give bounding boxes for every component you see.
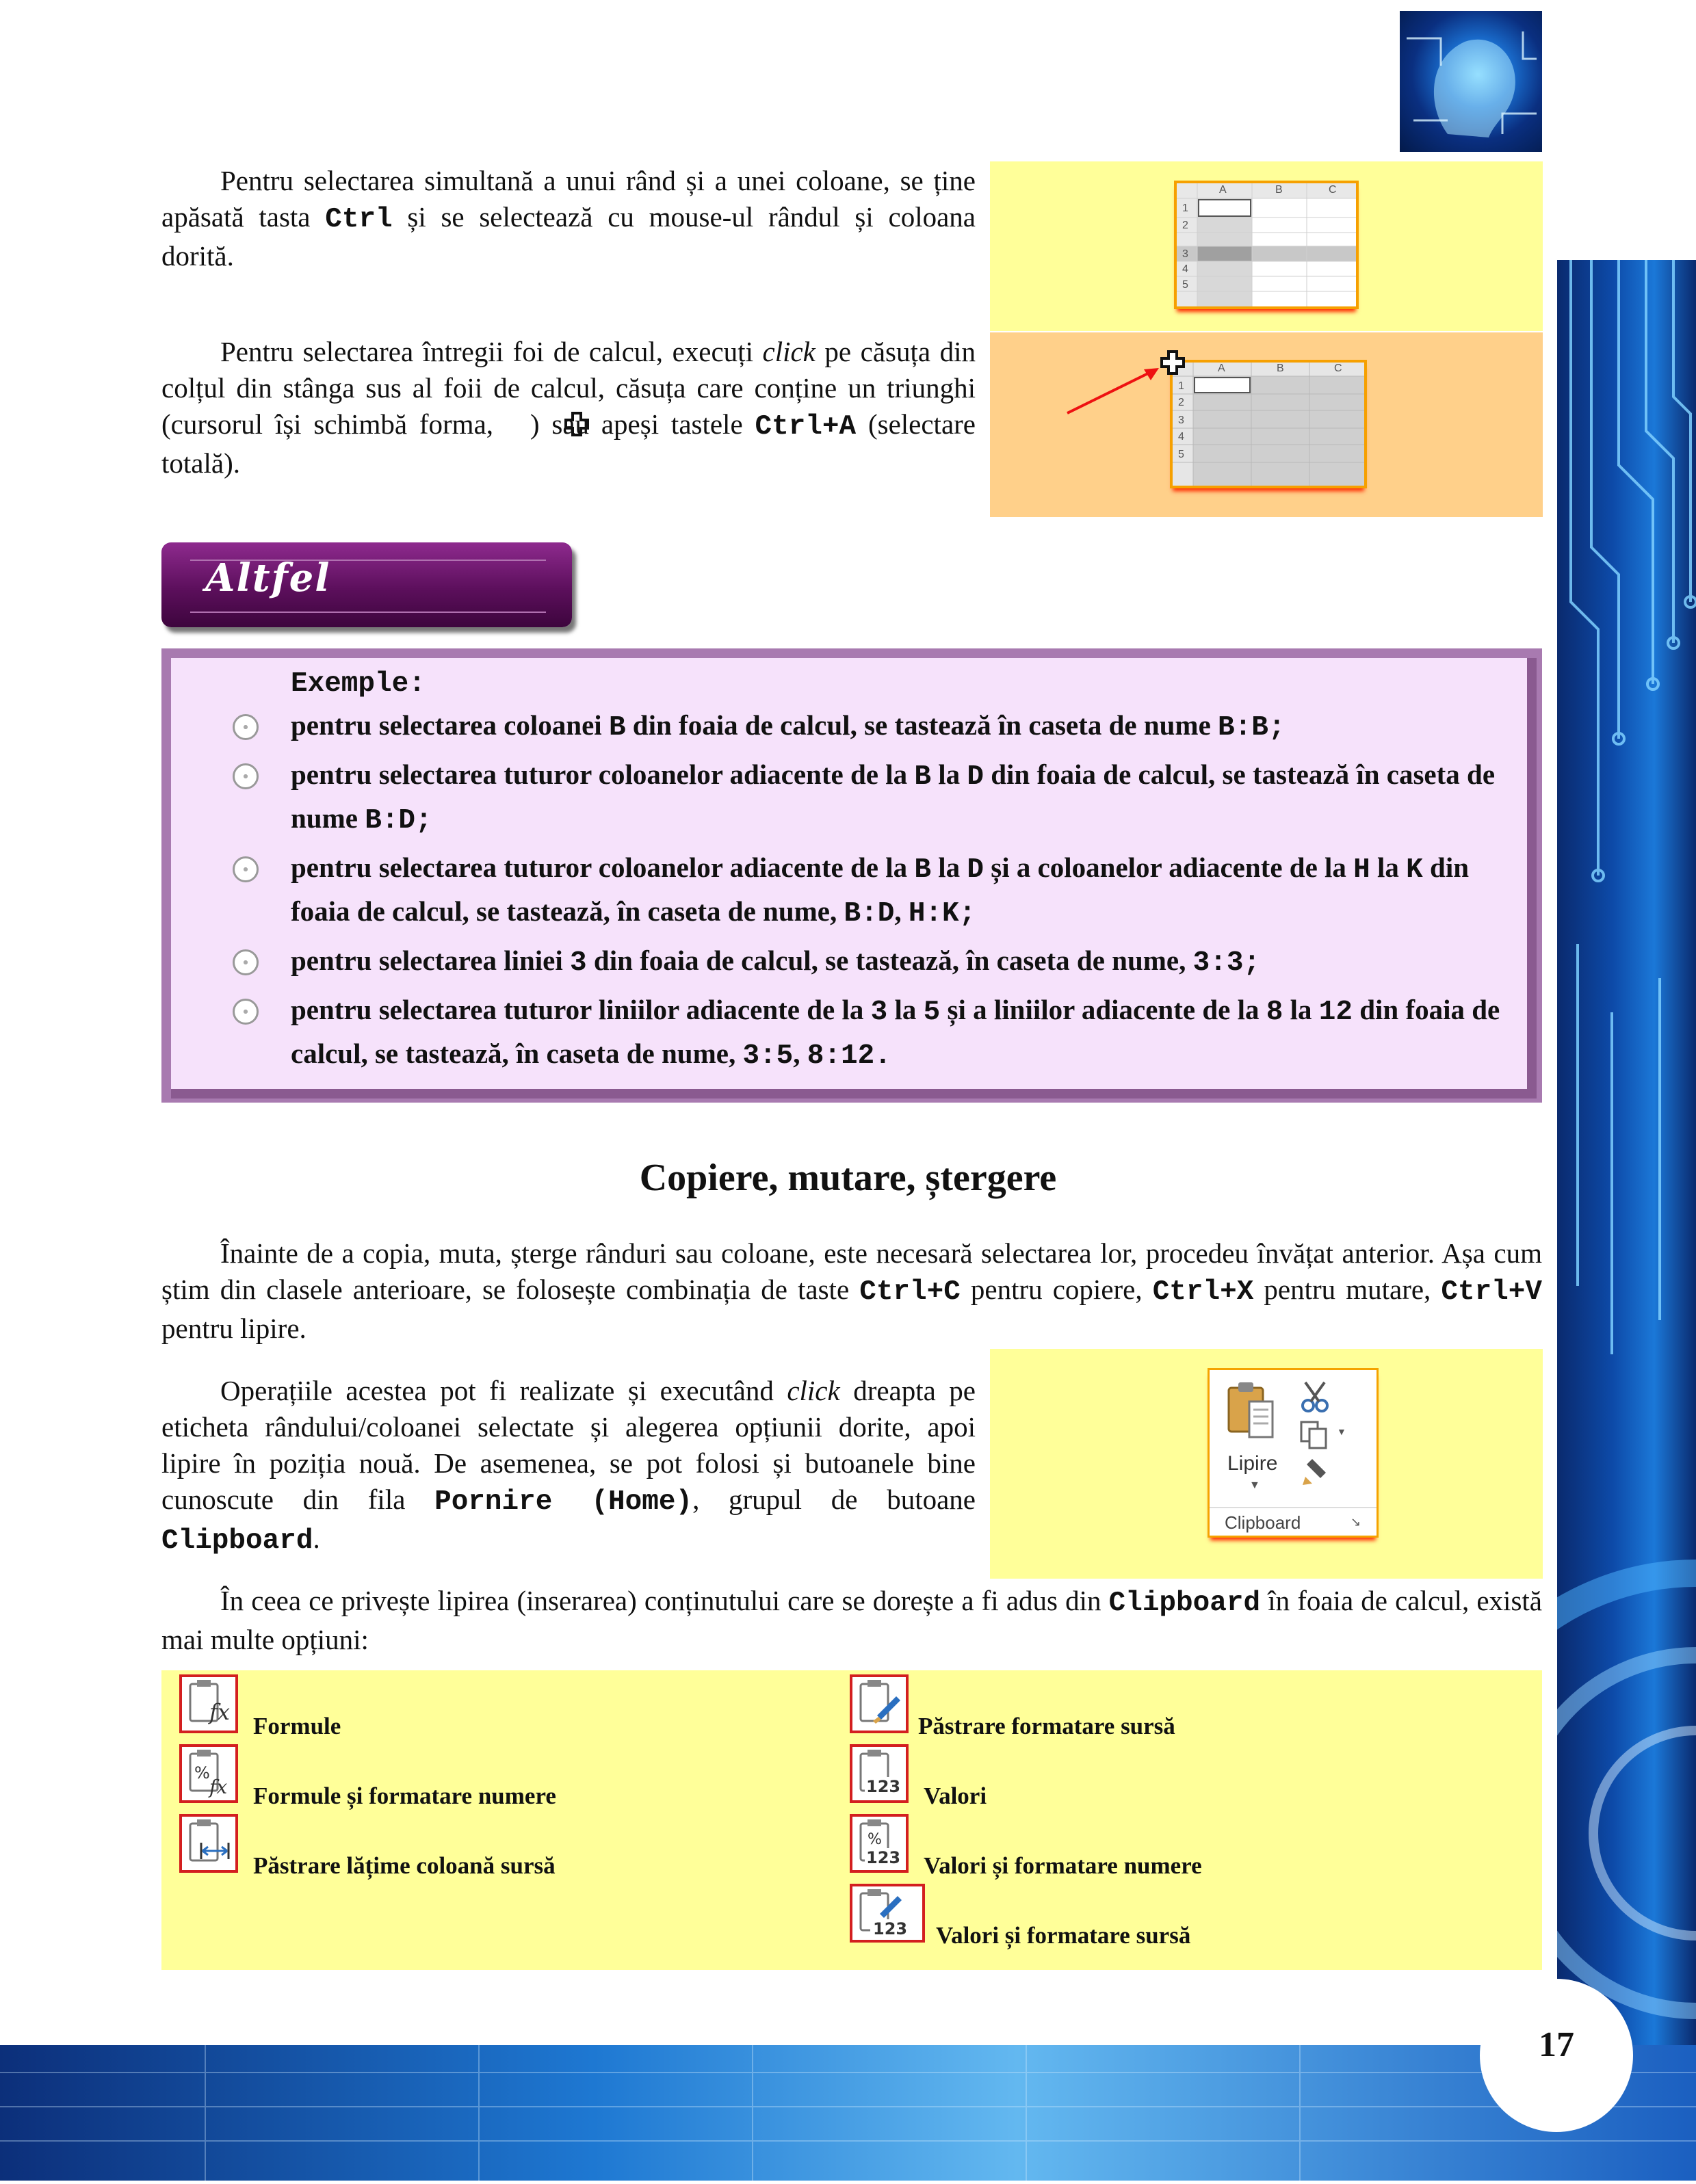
list-item (226, 754, 1519, 841)
code: H (1353, 854, 1370, 886)
paste-label: Lipire (1227, 1452, 1278, 1475)
text: pentru selectarea tuturor coloanelor adiacente de la (291, 759, 915, 790)
paragraph-row-column-selection (161, 163, 976, 274)
text: , (793, 1038, 807, 1069)
paragraph-select-all (161, 334, 976, 482)
paste-option-label: Valori și formatare numere (924, 1852, 1202, 1879)
key-ctrl-a: Ctrl+A (755, 411, 857, 443)
row-header-4: 4 (1178, 431, 1184, 443)
code: 5 (923, 997, 941, 1028)
paragraph-copy-move (161, 1235, 1542, 1347)
code: 3 (870, 997, 888, 1028)
paragraph-clipboard-buttons (161, 1373, 976, 1560)
logo-image (1400, 11, 1542, 152)
group-name-clipboard: Clipboard (161, 1525, 313, 1557)
code: B (914, 761, 931, 793)
bullet-icon (233, 714, 259, 740)
chevron-down-icon[interactable]: ▼ (1337, 1426, 1346, 1437)
row-header-1: 1 (1178, 380, 1184, 392)
excel-thumbnail-1 (1174, 181, 1359, 309)
code: 12 (1318, 997, 1353, 1028)
dialog-launcher-icon[interactable]: ↘ (1351, 1515, 1361, 1529)
text: pentru selectarea coloanei (291, 709, 609, 741)
section-heading: Copiere, mutare, ștergere (639, 1157, 1057, 1199)
svg-text:fx: fx (209, 1699, 230, 1725)
paragraph-paste-options (161, 1583, 1542, 1658)
list-item (226, 705, 1519, 748)
text: pentru selectarea tuturor liniilor adiacente de la (291, 994, 871, 1025)
code: 3 (570, 947, 587, 979)
text: la (930, 759, 967, 790)
row-header-5: 5 (1182, 279, 1188, 291)
svg-text:fx: fx (209, 1776, 228, 1798)
svg-text:123: 123 (866, 1777, 901, 1796)
text: Pentru selectarea simultană a unui rând și a unei coloane, se ține apăsată tasta (161, 165, 976, 233)
key-ctrl-c: Ctrl+C (859, 1276, 961, 1308)
altfel-label: Altfel (205, 555, 331, 601)
copy-icon[interactable] (1299, 1419, 1333, 1451)
code: B:D; (365, 805, 432, 837)
divider (1210, 1507, 1377, 1508)
tab-name-home: Pornire (Home) (434, 1486, 693, 1518)
text: pentru selectarea liniei (291, 945, 571, 976)
paste-values-icon[interactable] (850, 1744, 909, 1803)
text: pentru copiere, (960, 1274, 1153, 1305)
code: 8:12. (807, 1040, 891, 1072)
paste-keep-source-formatting-icon[interactable] (850, 1674, 909, 1733)
text: la (1283, 994, 1319, 1025)
paste-option-label: Păstrare formatare sursă (918, 1713, 1175, 1739)
column-header-a: A (1218, 363, 1225, 374)
paste-keep-column-width-icon[interactable] (179, 1814, 238, 1873)
column-header-c: C (1334, 363, 1342, 374)
decorative-bottom-bar (0, 2045, 1696, 2181)
text: (selectare totală). (161, 408, 976, 479)
text: În ceea ce privește lipirea (inserarea) conținutului care se dorește a fi adus din (220, 1585, 1109, 1616)
text: ) sau apeși tastele (530, 408, 755, 440)
emphasis-click: click (762, 336, 816, 367)
format-painter-icon[interactable] (1299, 1456, 1333, 1486)
scissors-icon[interactable] (1299, 1380, 1333, 1414)
examples-list (226, 661, 1519, 1077)
code: B:B; (1218, 712, 1286, 744)
text: din foaia de calcul, se tastează, în caseta de nume, (291, 994, 1500, 1069)
paste-icon[interactable] (1222, 1378, 1283, 1440)
code: B:D (844, 898, 895, 930)
column-header-a: A (1219, 184, 1227, 196)
text: în foaia de calcul, există mai multe opțiuni: (161, 1585, 1542, 1655)
code: B (608, 712, 626, 744)
text: și se selectează cu mouse-ul rândul și coloana dorită. (161, 201, 976, 272)
key-ctrl-v: Ctrl+V (1441, 1276, 1542, 1308)
paste-option-label: Păstrare lățime coloană sursă (253, 1852, 556, 1879)
text: , grupul de butoane (692, 1484, 976, 1515)
column-header-c: C (1329, 184, 1337, 196)
text: dreapta pe eticheta rândului/coloanei selectate și alegerea opțiunii dorite, apoi lipire în poziția nouă. De asemenea, se pot folosi și butoanele bine cunoscute din fila (161, 1375, 976, 1515)
text: , (894, 895, 909, 927)
text: Pentru selectarea întregii foi de calcul, execuți (220, 336, 763, 367)
paste-option-label: Valori și formatare sursă (936, 1922, 1191, 1949)
text: pentru selectarea tuturor coloanelor adiacente de la (291, 852, 915, 883)
paste-values-number-formatting-icon[interactable] (850, 1814, 909, 1873)
row-header-3: 3 (1182, 248, 1188, 260)
svg-text:123: 123 (873, 1919, 908, 1938)
bullet-icon (233, 949, 259, 975)
chevron-down-icon[interactable]: ▼ (1249, 1479, 1260, 1491)
column-header-b: B (1275, 184, 1283, 196)
clipboard-group-label: Clipboard (1225, 1512, 1301, 1533)
bullet-icon (233, 999, 259, 1025)
page-number: 17 (1539, 2025, 1574, 2064)
svg-text:123: 123 (866, 1848, 901, 1867)
paste-option-label: Formule (253, 1713, 341, 1739)
text: Operațiile acestea pot fi realizate și executând (220, 1375, 787, 1406)
code: B (914, 854, 931, 886)
list-item (226, 847, 1519, 934)
text: din foaia de calcul, se tastează, în caseta de nume, (586, 945, 1193, 976)
code: D (967, 761, 984, 793)
list-item (226, 940, 1519, 984)
column-header-b: B (1277, 363, 1284, 374)
text: la (1370, 852, 1407, 883)
key-ctrl: Ctrl (325, 204, 393, 235)
key-ctrl-x: Ctrl+X (1152, 1276, 1254, 1308)
paste-option-label: Valori (924, 1782, 987, 1809)
red-arrow-icon (1065, 363, 1167, 417)
text: din foaia de calcul, se tastează, în caseta de nume, (291, 852, 1470, 927)
examples-title: Exemple: (291, 668, 426, 700)
code: H:K; (908, 898, 976, 930)
text: la (930, 852, 967, 883)
text: și a liniilor adiacente de la (940, 994, 1266, 1025)
paste-formulas-icon[interactable] (179, 1674, 238, 1733)
paste-values-source-formatting-icon[interactable] (850, 1884, 925, 1943)
plus-cursor-icon (506, 409, 530, 434)
decorative-circuit-strip (1557, 260, 1696, 2181)
robot-head-icon (1400, 11, 1542, 152)
list-item (226, 989, 1519, 1077)
code: 3:3; (1192, 947, 1261, 979)
row-header-4: 4 (1182, 263, 1188, 275)
code-clipboard: Clipboard (1108, 1588, 1261, 1619)
emphasis-click: click (787, 1375, 840, 1406)
text: Înainte de a copia, muta, șterge rânduri sau coloane, este necesară selectarea lor, procedeu învățat anterior. Așa cum știm din clasele anterioare, se folosește combinația de taste (161, 1237, 1542, 1305)
svg-text:%: % (194, 1763, 210, 1782)
text: pentru mutare, (1253, 1274, 1441, 1305)
code: D (967, 854, 984, 886)
text: din foaia de calcul, se tastează în caseta de nume (291, 759, 1496, 834)
code: 3:5 (742, 1040, 794, 1072)
bullet-icon (233, 763, 259, 789)
bullet-icon (233, 856, 259, 882)
row-header-2: 2 (1178, 397, 1184, 408)
clipboard-group-panel (1208, 1368, 1379, 1538)
row-header-2: 2 (1182, 220, 1188, 231)
text: din foaia de calcul, se tastează în caseta de nume (625, 709, 1218, 741)
text: pentru lipire. (161, 1313, 306, 1344)
text: la (887, 994, 924, 1025)
code: 8 (1266, 997, 1283, 1028)
svg-text:%: % (867, 1831, 882, 1848)
row-header-5: 5 (1178, 449, 1184, 460)
row-header-3: 3 (1178, 415, 1184, 426)
row-header-1: 1 (1182, 202, 1188, 214)
code: K (1406, 854, 1423, 886)
excel-thumbnail-2 (1170, 360, 1367, 488)
text: pe căsuța din colțul din stânga sus al foii de calcul, căsuța care conține un triunghi (cursorul își schimbă forma, (161, 336, 976, 440)
paste-option-label: Formule și formatare numere (253, 1782, 556, 1809)
text: . (313, 1523, 320, 1554)
paste-formulas-number-formatting-icon[interactable] (179, 1744, 238, 1803)
text: și a coloanelor adiacente de la (983, 852, 1354, 883)
